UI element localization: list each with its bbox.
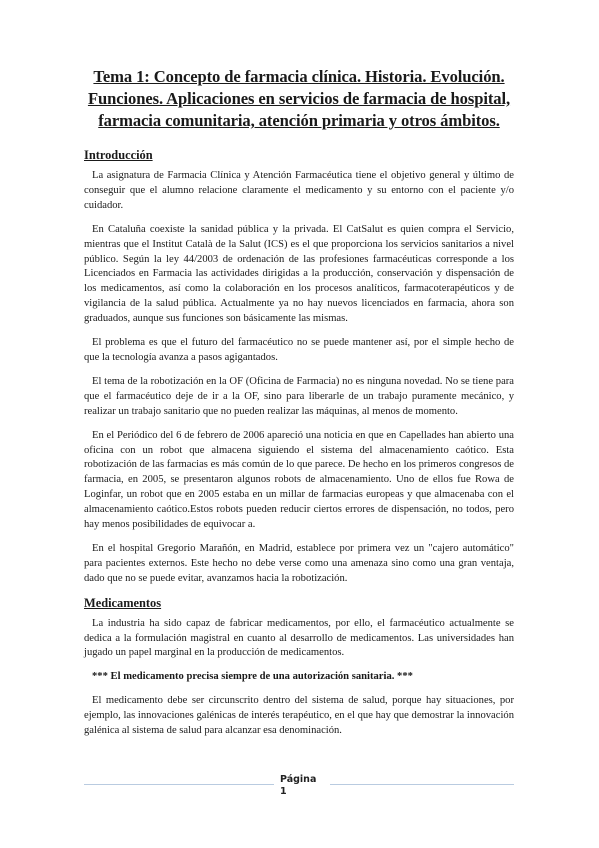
footer-divider-right [330, 784, 514, 785]
page-label: Página [280, 774, 317, 785]
footer-divider-left [84, 784, 274, 785]
paragraph: La asignatura de Farmacia Clínica y Atención Farmacéutica tiene el objetivo general y último de conseguir que el alumno relacione claramente el medicamento y su entorno con el paciente y/o cuidador. [84, 170, 514, 211]
page-footer [84, 770, 514, 800]
paragraph: El medicamento debe ser circunscrito dentro del sistema de salud, porque hay situaciones, por ejemplo, las innovaciones galénicas de interés terapéutico, en el que hay que demostrar la innovación galénica al sistema de salud para alcanzar esa denominación. [84, 695, 514, 737]
page-number: 1 [280, 786, 287, 797]
paragraph: En Cataluña coexiste la sanidad pública y la privada. El CatSalut es quien compra el Servicio, mientras que el Institut Català de la Salut (ICS) es el que proporciona los servicios sanitarios a nivel público. Según la ley 44/2003 de ordenación de las profesiones farmacéuticas corresponde a los Licenciados en Farmacia las actividades dirigidas a la producción, conservación y dispensación de los medicamentos, así como la colaboración en los procesos analíticos, farmacoterapéuticos y de vigilancia de la salud pública. Actualmente ya no hay nuevos licenciados en farmacia, ahora son graduados, aunque sus funciones son básicamente las mismas. [84, 223, 514, 325]
paragraph: En el hospital Gregorio Marañón, en Madrid, establece por primera vez un "cajero automático" para pacientes externos. Este hecho no debe verse como una amenaza sino como una gran ventaja, dado que no se puede evitar, avanzamos hacia la robotización. [84, 542, 514, 584]
paragraph: En el Periódico del 6 de febrero de 2006 apareció una noticia en que en Capellades han abierto una oficina con un robot que almacena siguiendo el sistema del almacenamiento caótico. Esta robotización de las farmacias es más común de lo que parece. De hecho en los primeros congresos de farmacia, en 2005, se presentaron algunos robots de almacenamiento. Uno de ellos fue Rowa de Loginfar, un robot que en 2005 estaba en un millar de farmacias europeas y que almacenaba con el almacenamiento caótico.Estos robots pueden reducir ciertos errores de dispensación, no todos, pero hay menos posibilidades de equivocar a. [84, 429, 514, 531]
paragraph: El problema es que el futuro del farmacéutico no se puede mantener así, por el simple hecho de que la tecnología avanza a pasos agigantados. [84, 337, 514, 363]
document-title: Tema 1: Concepto de farmacia clínica. Historia. Evolución. Funciones. Aplicaciones en servicios de farmacia de hospital, farmacia comunitaria, atención primaria y otros ámbitos. [87, 67, 511, 130]
document-page [84, 66, 514, 748]
paragraph: El tema de la robotización en la OF (Oficina de Farmacia) no es ninguna novedad. No se tiene para que el farmacéutico deje de ir a la OF, sino para liberarle de un trabajo puramente mecánico, y realizar un trabajo sanitario que no pueden realizar las máquinas, al menos de momento. [84, 375, 514, 417]
section-heading-medicamentos: Medicamentos [84, 595, 162, 610]
section-heading-introduccion: Introducción [84, 148, 153, 162]
page-number-label [280, 774, 326, 798]
highlight-note: *** El medicamento precisa siempre de una autorización sanitaria. *** [92, 671, 413, 683]
paragraph: La industria ha sido capaz de fabricar medicamentos, por ello, el farmacéutico actualmente se dedica a la formulación magistral en cuanto al desarrollo de medicamentos. Las universidades han jugado un papel marginal en la producción de medicamentos. [84, 617, 514, 659]
